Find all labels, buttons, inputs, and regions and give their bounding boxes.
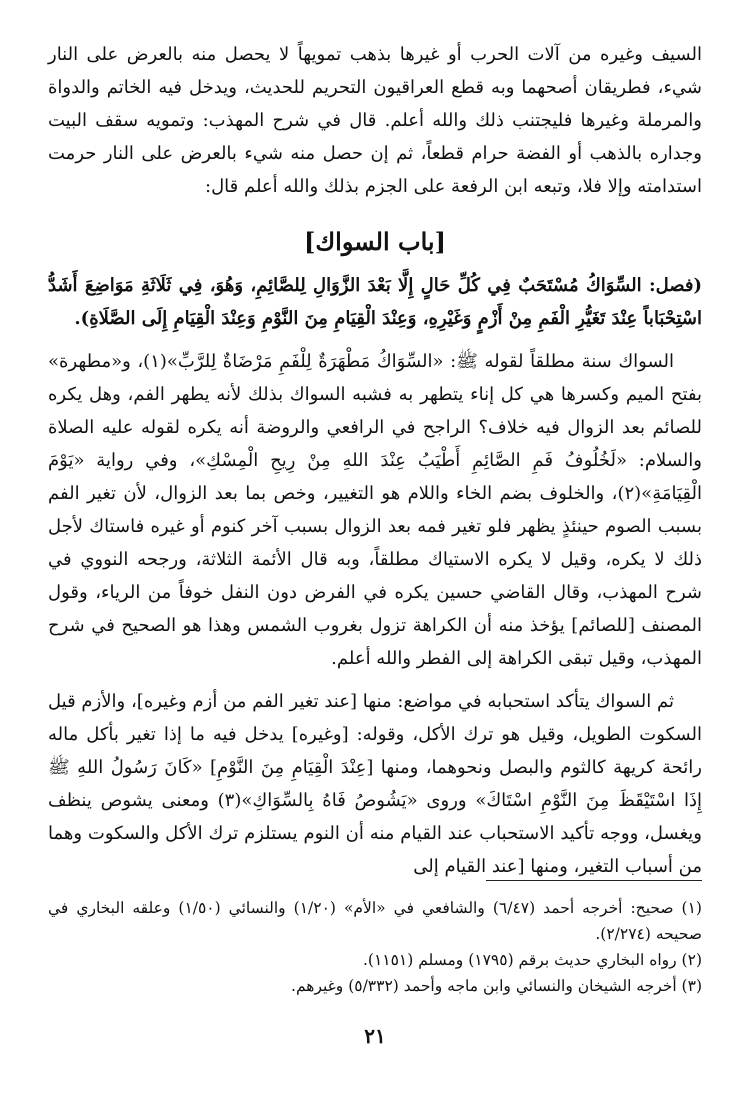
footnote-3: (٣) أخرجه الشيخان والنسائي وابن ماجه وأحمد (٥/٣٣٢) وغيرهم. — [291, 977, 702, 995]
footnotes — [48, 895, 702, 999]
sharh-paragraph-2: ثم السواك يتأكد استحبابه في مواضع: منها [عند تغير الفم من أزم وغيره]، والأزم قيل السكوت الطويل، وقيل هو ترك الأكل، وقوله: [وغيره] يدخل فيه ما إذا تغير بأكل ماله رائحة كريهة كالثوم والبصل ونحوهما، ومنها [عِنْدَ الْقِيَامِ مِنَ النَّوْمِ] «كَانَ رَسُولُ اللهِ ﷺ إِذَا اسْتَيْقَظَ مِنَ النَّوْمِ اسْتَاكَ» وروى «يَشُوصُ فَاهُ بِالسِّوَاكِ»(٣) ومعنى يشوص ينظف ويغسل، ووجه تأكيد الاستحباب عند القيام منه أن النوم يستلزم ترك الأكل والسكوت وهما من أسباب التغير، ومنها [عند القيام إلى — [48, 691, 703, 877]
chapter-heading-wrap — [48, 225, 702, 259]
footnote-2: (٢) رواه البخاري حديث برقم (١٧٩٥) ومسلم (١١٥١). — [362, 951, 702, 969]
sharh-paragraph-1: السواك سنة مطلقاً لقوله ﷺ: «السِّوَاكُ مَطْهَرَةٌ لِلْفَمِ مَرْضَاةٌ لِلرَّبِّ»(١)، و«مطهرة» بفتح الميم وكسرها هي كل إناء يتطهر به فشبه السواك بذلك لأنه يطهر الفم، وهل يكره للصائم بعد الزوال فيه خلاف؟ الراجح في الرافعي والروضة أنه يكره لقوله عليه الصلاة والسلام: «لَخُلُوفُ فَمِ الصَّائِمِ أَطْيَبُ عِنْدَ اللهِ مِنْ رِيحِ الْمِسْكِ»، وفي رواية «يَوْمَ الْقِيَامَةِ»(٢)، والخلوف بضم الخاء واللام هو التغيير، وخص بما بعد الزوال، لأن تغير الفم بسبب الصوم حينئذٍ يظهر فلو تغير فمه بعد الزوال بسبب آخر كنوم أو غيره فاستاك لأجل ذلك لا يكره، وقيل لا يكره الاستياك مطلقاً، وبه قال الأئمة الثلاثة، ورجحه النووي في شرح المهذب، وقال القاضي حسين يكره في الفرض دون النفل خوفاً من الرياء، وقول المصنف [للصائم] يؤخذ منه أن الكراهة تزول بغروب الشمس وهذا هو الصحيح في شرح المهذب، وقيل تبقى الكراهة إلى الفطر والله أعلم. — [48, 351, 702, 669]
footnote-separator — [486, 880, 702, 881]
intro-paragraph: السيف وغيره من آلات الحرب أو غيرها بذهب تمويهاً لا يحصل منه بالعرض على النار شيء، فطريقان أصحهما وبه قطع العراقيون التحريم للحديث، ويدخل فيه الخاتم والدواة والمرملة وغيرها فليجتنب ذلك والله أعلم. قال في شرح المهذب: وتمويه سقف البيت وجداره بالذهب أو الفضة حرام قطعاً، ثم إن حصل منه شيء بالعرض على النار حرمت استدامته وإلا فلا، وتبعه ابن الرفعة على الجزم بذلك والله أعلم قال: — [48, 44, 702, 197]
matn-paragraph: (فصل: السِّوَاكُ مُسْتَحَبٌ فِي كُلِّ حَالٍ إِلَّا بَعْدَ الزَّوَالِ لِلصَّائِمِ، وَهُوَ، فِي ثَلَاثَةِ مَوَاضِعَ أَشَدُّ اسْتِحْبَاباً عِنْدَ تَغَيُّرِ الْفَمِ مِنْ أَزْمٍ وَغَيْرِهِ، وَعِنْدَ الْقِيَامِ مِنَ النَّوْمِ وَعِنْدَ الْقِيَامِ إِلَى الصَّلَاةِ). — [48, 275, 702, 329]
chapter-heading: [باب السواك] — [304, 227, 446, 256]
page-number: ٢١ — [364, 1024, 386, 1048]
footnote-1: (١) صحيح: أخرجه أحمد (٦/٤٧) والشافعي في «الأم» (١/٢٠) والنسائي (١/٥٠) وعلقه البخاري في صحيحه (٢/٢٧٤). — [48, 899, 702, 943]
